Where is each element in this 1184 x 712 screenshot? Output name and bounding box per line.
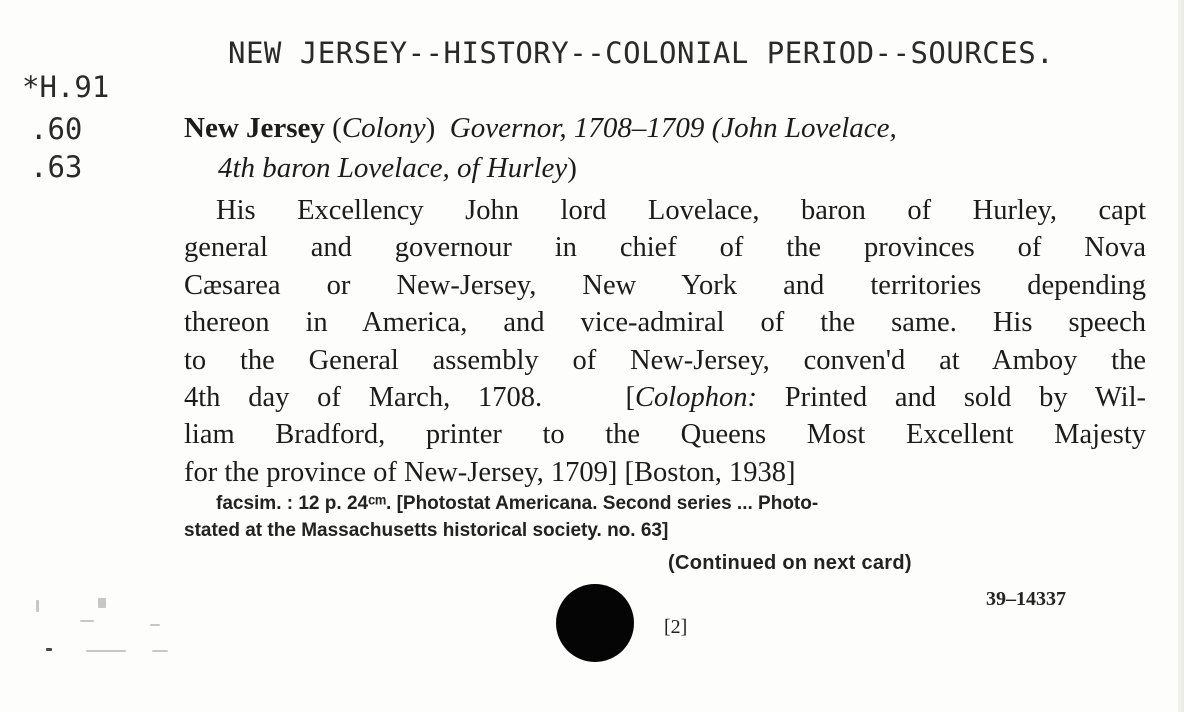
entry-qualifier: Colony	[341, 112, 426, 144]
qualifier-open: (	[332, 112, 342, 144]
smudge-mark	[36, 600, 39, 612]
card-edge	[1178, 0, 1184, 712]
entry-person: (John Lovelace,	[711, 112, 897, 144]
title-line: liam Bradford, printer to the Queens Most Excellent Majesty	[184, 419, 1146, 451]
colophon-text: Printed and sold by Wil-	[784, 382, 1146, 414]
collation-note	[184, 490, 1144, 544]
call-number-line-2: .60	[30, 112, 83, 146]
title-line: Cæsarea or New-Jersey, New York and territories depending	[184, 269, 1146, 301]
title-line: to the General assembly of New-Jersey, conven'd at Amboy the	[184, 344, 1146, 376]
collation-line: facsim. : 12 p. 24ᶜᵐ. [Photostat Americana. Second series ... Photo-	[216, 493, 819, 514]
card-sequence: [2]	[664, 616, 688, 638]
smudge-mark	[150, 624, 160, 626]
call-number-line-3: .63	[30, 150, 83, 184]
entry-person-close: )	[567, 152, 577, 184]
title-transcription	[184, 192, 1146, 491]
main-entry	[184, 108, 1144, 188]
smudge-mark	[98, 598, 106, 608]
imprint-line: for the province of New-Jersey, 1709] [Boston, 1938]	[184, 456, 796, 488]
date-text: 4th day of March, 1708.	[184, 382, 543, 414]
title-line: His Excellency John lord Lovelace, baron of Hurley, capt	[216, 195, 1146, 226]
smudge-mark	[152, 650, 168, 652]
punch-hole	[556, 584, 634, 662]
continued-note: (Continued on next card)	[668, 552, 912, 574]
call-number-line-1: *H.91	[22, 70, 110, 104]
smudge-mark	[80, 620, 94, 622]
smudge-mark	[46, 648, 52, 651]
subject-heading: NEW JERSEY--HISTORY--COLONIAL PERIOD--SOURCES.	[228, 36, 1055, 70]
entry-subheading: Governor, 1708–1709	[449, 112, 705, 144]
title-line-colophon	[184, 379, 1146, 416]
colophon-label: Colophon:	[635, 382, 757, 414]
collation-line: stated at the Massachusetts historical society. no. 63]	[184, 520, 669, 541]
title-line: general and governour in chief of the provinces of Nova	[184, 232, 1146, 264]
entry-person-line2: 4th baron Lovelace, of Hurley	[218, 152, 568, 184]
colophon-bracket: [	[625, 382, 636, 414]
smudge-mark	[86, 650, 126, 652]
title-line: thereon in America, and vice-admiral of the same. His speech	[184, 307, 1146, 339]
qualifier-close: )	[425, 112, 436, 144]
card-number: 39–14337	[986, 588, 1066, 610]
entry-name: New Jersey	[184, 112, 325, 144]
